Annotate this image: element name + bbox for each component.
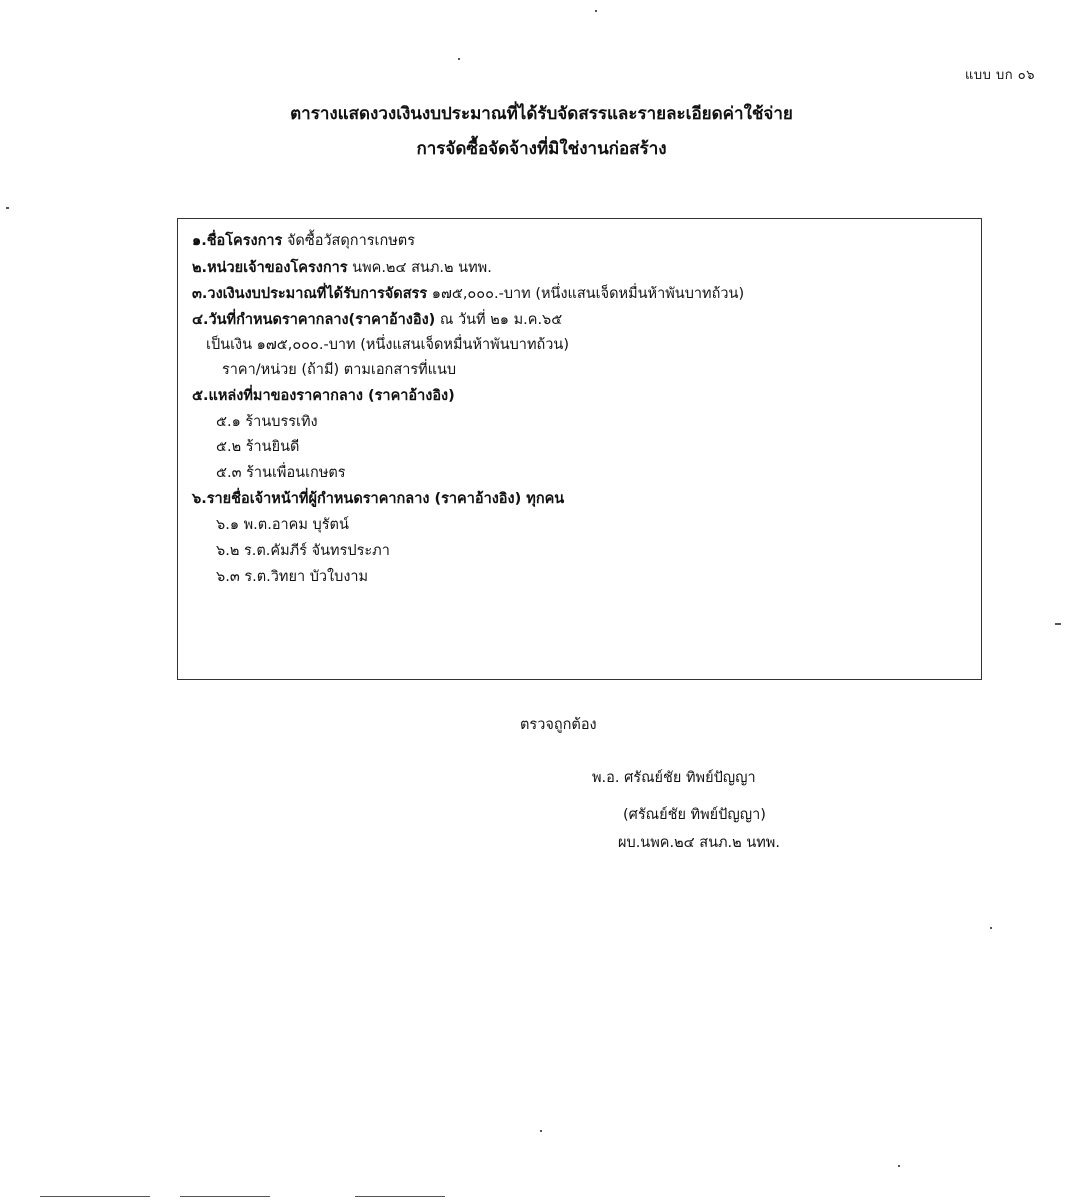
scan-speck: [1055, 623, 1061, 625]
scan-speck: [458, 58, 460, 60]
item-project-name: [192, 229, 415, 252]
officers-label: ๖.รายชื่อเจ้าหน้าที่ผู้กำหนดราคากลาง (ราคาอ้างอิง) ทุกคน: [192, 491, 565, 507]
signer-rank-name: พ.อ. ศรัณย์ชัย ทิพย์ปัญญา: [592, 770, 756, 786]
signer-position: ผบ.นพค.๒๔ สนภ.๒ นทพ.: [618, 835, 780, 851]
scan-speck: [898, 1165, 900, 1167]
item-officers: [192, 487, 564, 510]
sources-label: ๕.แหล่งที่มาของราคากลาง (ราคาอ้างอิง): [192, 388, 455, 404]
verified-text: ตรวจถูกต้อง: [520, 717, 597, 733]
budget-label: ๓.วงเงินงบประมาณที่ได้รับการจัดสรร: [192, 286, 428, 302]
document-title-line-1: ตารางแสดงวงเงินงบประมาณที่ได้รับจัดสรรและรายละเอียดค่าใช้จ่าย: [290, 104, 793, 124]
document-title-line-2: การจัดซื้อจัดจ้างที่มิใช่งานก่อสร้าง: [416, 139, 667, 159]
item-reference-price: [192, 308, 562, 331]
owner-unit-label: ๒.หน่วยเจ้าของโครงการ: [192, 260, 348, 276]
officer-item: ๖.๒ ร.ต.คัมภีร์ จันทรประภา: [216, 543, 390, 559]
project-name-label: ๑.ชื่อโครงการ: [192, 233, 283, 249]
item-budget: [192, 282, 744, 305]
scan-edge-line: [180, 1196, 270, 1197]
officer-item: ๖.๓ ร.ต.วิทยา บัวใบงาม: [216, 569, 369, 585]
scan-speck: [990, 927, 992, 929]
details-box: [177, 218, 982, 680]
item-owner-unit: [192, 256, 492, 279]
project-name-value: จัดซื้อวัสดุการเกษตร: [286, 233, 416, 249]
reference-price-date: ณ วันที่ ๒๑ ม.ค.๖๕: [439, 312, 563, 328]
owner-unit-value: นพค.๒๔ สนภ.๒ นทพ.: [352, 260, 492, 276]
reference-price-unit: ราคา/หน่วย (ถ้ามี) ตามเอกสารที่แนบ: [222, 362, 457, 378]
reference-price-amount: เป็นเงิน ๑๗๕,๐๐๐.-บาท (หนึ่งแสนเจ็ดหมื่นห้าพันบาทถ้วน): [206, 337, 570, 353]
budget-value: ๑๗๕,๐๐๐.-บาท (หนึ่งแสนเจ็ดหมื่นห้าพันบาทถ้วน): [431, 286, 745, 302]
scan-edge-line: [355, 1196, 445, 1197]
form-code: แบบ บก ๐๖: [965, 68, 1035, 83]
source-item: ๕.๒ ร้านยินดี: [216, 439, 300, 455]
scan-edge-line: [40, 1196, 150, 1197]
signer-full-name: (ศรัณย์ชัย ทิพย์ปัญญา): [623, 807, 766, 823]
scan-speck: [6, 207, 9, 209]
officer-item: ๖.๑ พ.ต.อาคม บุรัตน์: [216, 517, 349, 533]
scan-speck: [540, 1130, 542, 1132]
source-item: ๕.๓ ร้านเพื่อนเกษตร: [216, 465, 346, 481]
source-item: ๕.๑ ร้านบรรเทิง: [216, 414, 318, 430]
reference-price-label: ๔.วันที่กำหนดราคากลาง(ราคาอ้างอิง): [192, 312, 436, 328]
scan-speck: [595, 10, 597, 12]
item-sources: [192, 384, 455, 407]
